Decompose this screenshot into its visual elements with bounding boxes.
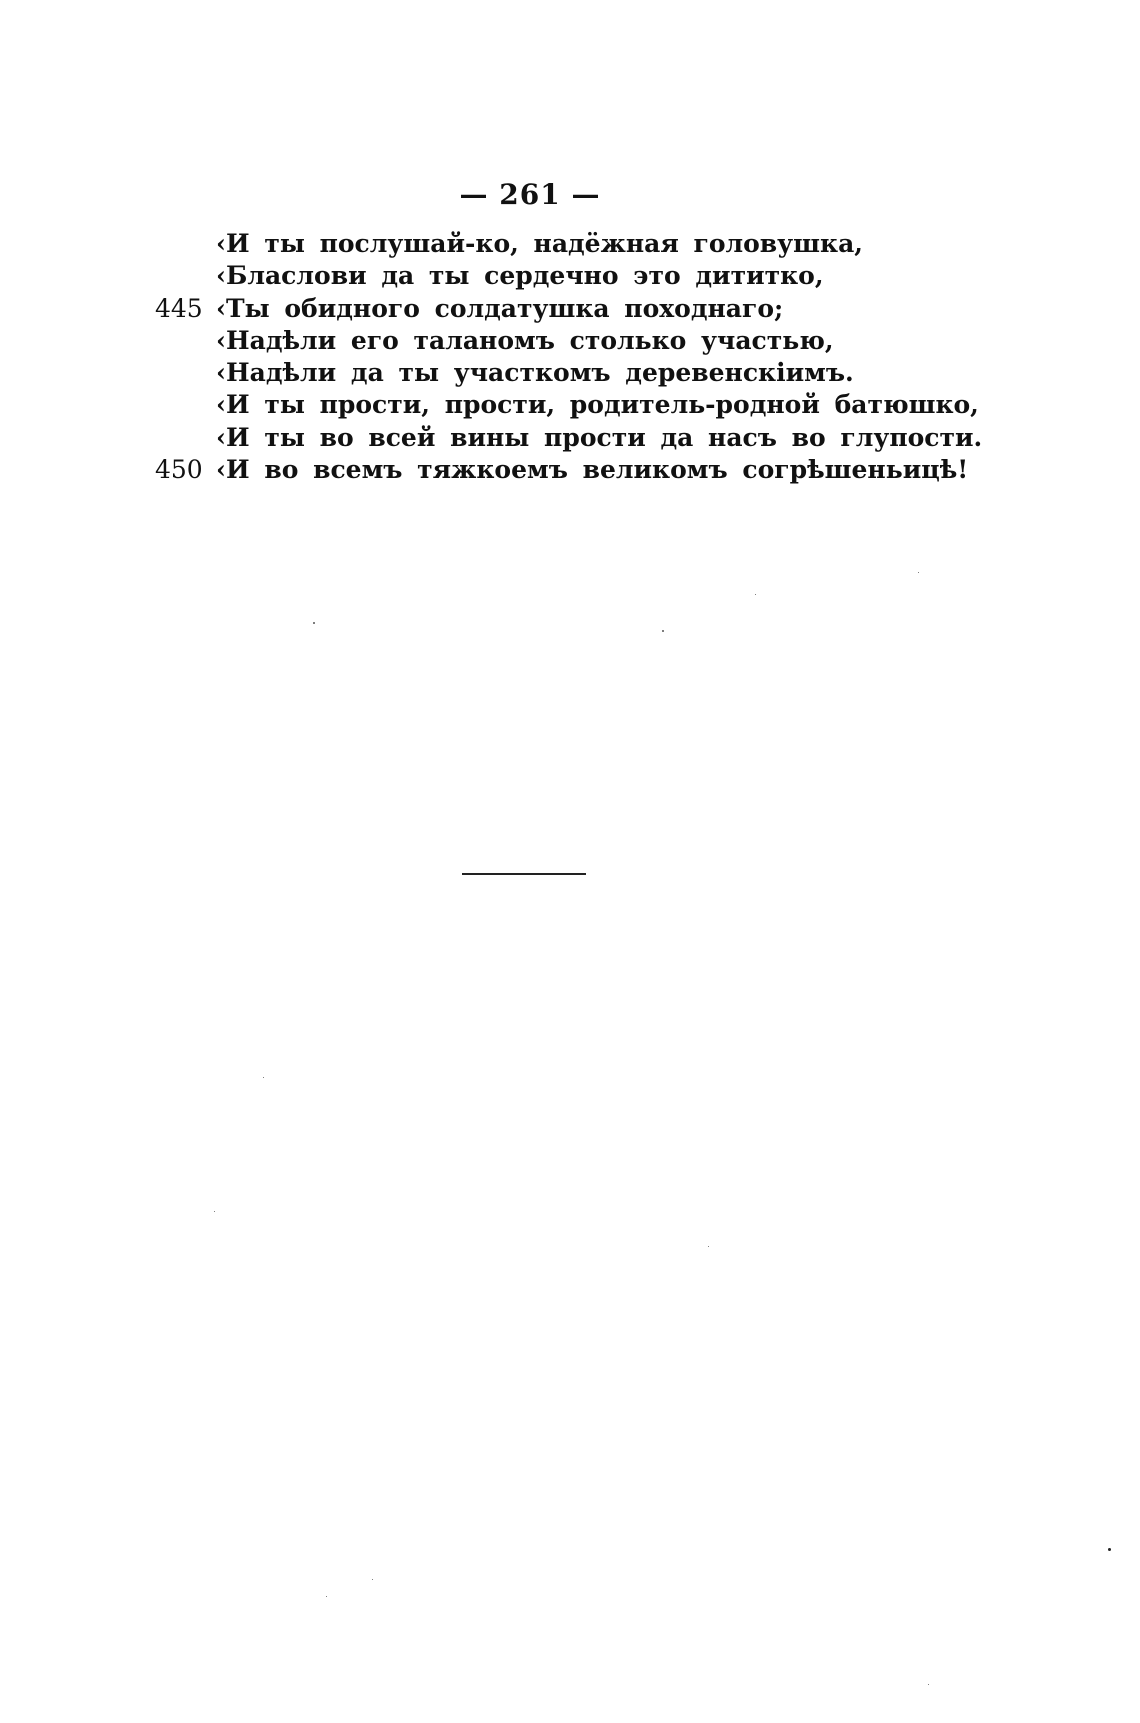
print-speck [263, 1077, 264, 1078]
verse-text: ‹И ты прости, прости, родитель-родной батюшко, [216, 390, 979, 420]
verse-line [150, 357, 870, 389]
print-speck [214, 1211, 215, 1212]
verse-line [150, 260, 870, 292]
print-speck [755, 594, 756, 595]
print-speck [326, 1596, 327, 1597]
verse-line [150, 454, 969, 486]
verse-text: ‹И ты послушай-ко, надёжная головушка, [216, 229, 863, 258]
verse-line [150, 389, 979, 421]
print-speck [313, 622, 315, 624]
print-speck [928, 1684, 929, 1685]
verse-text: ‹И во всемъ тяжкоемъ великомъ согрѣшеньицѣ! [216, 455, 969, 485]
verse-text: ‹Бласлови да ты сердечно это дититко, [216, 261, 824, 291]
print-speck [662, 630, 664, 632]
line-number: 450 [155, 455, 203, 485]
print-speck [1108, 1548, 1111, 1551]
verse-text: ‹Надѣли да ты участкомъ деревенскіимъ. [216, 358, 854, 388]
verse-text: ‹И ты во всей вины прости да насъ во глупости. [216, 422, 983, 452]
verse-line [150, 228, 870, 260]
verse-text: ‹Надѣли его таланомъ столько участью, [216, 325, 834, 355]
page-number: — 261 — [459, 178, 601, 211]
verse-block [150, 228, 983, 486]
line-number: 445 [155, 293, 203, 323]
verse-line [150, 325, 870, 357]
print-speck [918, 572, 919, 573]
verse-line [150, 422, 983, 454]
print-speck [708, 1246, 709, 1247]
verse-line [150, 293, 870, 325]
verse-text: ‹Ты обидного солдатушка походнаго; [216, 293, 784, 323]
section-divider [462, 873, 586, 875]
print-speck [372, 1579, 373, 1580]
